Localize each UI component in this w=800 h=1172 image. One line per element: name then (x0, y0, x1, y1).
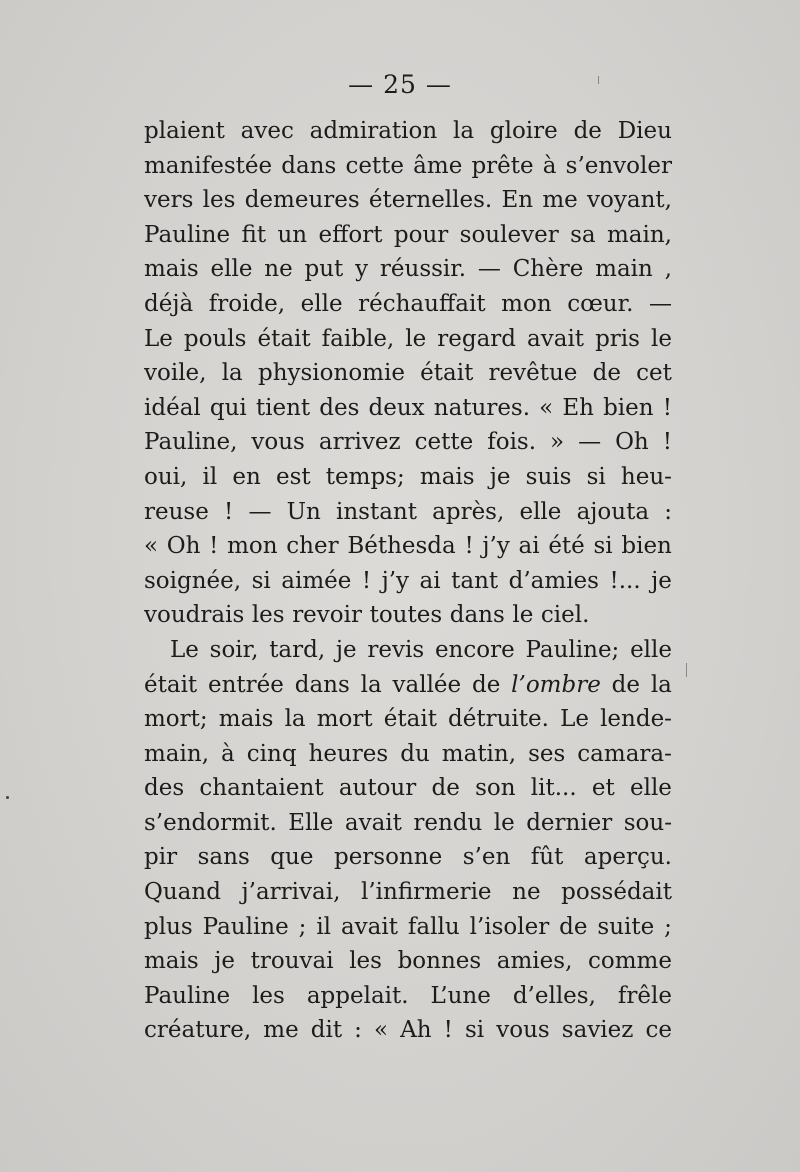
word: Ah (400, 1017, 432, 1044)
word: fois. (487, 429, 537, 456)
word: cœur. (567, 290, 634, 317)
word: avait (344, 809, 402, 836)
word: lende- (600, 706, 672, 733)
word: admiration (309, 118, 438, 144)
text-line (144, 460, 672, 495)
word: Pauline (144, 221, 231, 248)
word: vous (251, 429, 305, 456)
word: d’elles, (512, 982, 596, 1009)
word: appelait. (306, 982, 409, 1009)
word: les (252, 982, 285, 1009)
word: ses (528, 740, 566, 767)
word: la (453, 118, 475, 144)
word: l’infirmerie (360, 879, 492, 906)
page-number: — 25 — (348, 70, 452, 99)
word: deux (368, 394, 425, 421)
word: après, (432, 498, 505, 525)
word: !... (609, 567, 641, 594)
word: : (354, 1017, 362, 1044)
word: le (650, 325, 672, 352)
word: cette (414, 429, 474, 456)
word: me (263, 1017, 299, 1044)
text-line (144, 702, 672, 737)
word: avait (340, 913, 398, 940)
word: dans (294, 671, 350, 698)
word: il (202, 463, 218, 490)
word: s’en (462, 844, 511, 871)
word: « (374, 1017, 389, 1044)
word: de (471, 671, 501, 698)
text-line (144, 322, 672, 357)
word: toutes (369, 602, 443, 629)
word: mais (144, 256, 199, 283)
word: ! (662, 394, 672, 421)
word: Le (144, 325, 173, 352)
word: — (477, 256, 501, 283)
word: déjà (144, 290, 194, 317)
word: matin, (441, 740, 517, 767)
word: fût (530, 844, 564, 871)
scan-mark (686, 663, 687, 677)
word: demeures (244, 187, 360, 214)
word: je (214, 948, 236, 975)
word: cher (286, 533, 339, 560)
word: sa (570, 221, 596, 248)
word: sou- (623, 809, 672, 836)
word: ! (224, 498, 234, 525)
word: bien (603, 394, 654, 421)
word: ! (464, 533, 474, 560)
word: l’isoler (469, 913, 550, 940)
text-line (144, 356, 672, 391)
word: de (573, 118, 602, 144)
word: de (559, 913, 588, 940)
word: éternelles. (368, 187, 493, 214)
word: Chère (512, 256, 584, 283)
word: Quand (144, 879, 221, 906)
word: rendu (413, 809, 483, 836)
word: ! (209, 533, 219, 560)
word: tard, (269, 636, 326, 663)
word: j’y (381, 567, 410, 594)
word: était (144, 671, 198, 698)
word: je (651, 567, 672, 594)
word: heu- (620, 463, 672, 490)
word: main (595, 256, 653, 283)
word: dernier (526, 809, 613, 836)
text-line (144, 114, 672, 149)
text-line (144, 944, 672, 979)
word: s’envoler (565, 152, 672, 179)
word: vallée (392, 671, 462, 698)
word: temps; (325, 463, 405, 490)
word: regard (437, 325, 517, 352)
word: encore (434, 636, 515, 663)
word: les (251, 602, 285, 629)
word: si (593, 533, 613, 560)
word: L’une (430, 982, 491, 1009)
word: Oh (166, 533, 201, 560)
word: aperçu. (583, 844, 672, 871)
word: soir, (209, 636, 259, 663)
word: dit (310, 1017, 343, 1044)
word: Pauline (202, 913, 289, 940)
word: idéal (144, 394, 201, 421)
word: son (475, 775, 516, 802)
word: physionomie (257, 360, 405, 387)
word: à (221, 740, 235, 767)
word: » (550, 429, 565, 456)
word: ciel. (540, 602, 590, 629)
word: ; (298, 913, 307, 940)
word: la (360, 671, 382, 698)
word: si (251, 567, 271, 594)
italic-word: l’ombre (511, 671, 601, 698)
word: elle (629, 775, 672, 802)
text-line (144, 979, 672, 1014)
word: me (542, 187, 578, 214)
word: — (578, 429, 602, 456)
word: voudrais (144, 602, 245, 629)
word: en (232, 463, 261, 490)
word: voile, (144, 360, 207, 387)
word: ! (443, 1017, 453, 1044)
word: détruite. (448, 706, 549, 733)
word: mort (316, 706, 373, 733)
word: est (275, 463, 311, 490)
word: tant (451, 567, 499, 594)
word: âme (413, 152, 463, 179)
word: du (400, 740, 430, 767)
word: personne (333, 844, 443, 871)
scan-speck (6, 796, 9, 799)
word: heures (308, 740, 389, 767)
text-line (144, 287, 672, 322)
word: un (277, 221, 308, 248)
word: fit (241, 221, 267, 248)
text-line (144, 633, 672, 668)
word: mais (218, 706, 274, 733)
word: natures. (433, 394, 531, 421)
word: sans (197, 844, 250, 871)
text-line (144, 598, 672, 633)
word: revoir (292, 602, 362, 629)
word: plus (144, 913, 193, 940)
word: la (284, 706, 306, 733)
text-line (144, 149, 672, 184)
word: ne (264, 256, 293, 283)
word: chantaient (199, 775, 324, 802)
word: pour (393, 221, 449, 248)
word: de (592, 360, 621, 387)
word: En (501, 187, 534, 214)
word: les (202, 187, 236, 214)
word: des (319, 394, 360, 421)
word: y (355, 256, 369, 283)
word: la (650, 671, 672, 698)
text-line (144, 564, 672, 599)
word: ne (512, 879, 541, 906)
text-line (144, 668, 672, 703)
word: il (316, 913, 332, 940)
word: d’amies (508, 567, 599, 594)
word: mais (419, 463, 475, 490)
word: vers (144, 187, 194, 214)
word: reuse (144, 498, 209, 525)
word: les (349, 948, 382, 975)
word: trouvai (250, 948, 334, 975)
word: « (539, 394, 554, 421)
word: ce (645, 1017, 672, 1044)
word: elle (300, 290, 343, 317)
word: effort (318, 221, 383, 248)
word: revêtue (488, 360, 578, 387)
word: : (664, 498, 672, 525)
word: lit... (530, 775, 577, 802)
word: j’y (482, 533, 510, 560)
word: réchauffait (358, 290, 486, 317)
word: Pauline; (525, 636, 620, 663)
word: soulever (459, 221, 559, 248)
word: main, (144, 740, 210, 767)
word: amies, (496, 948, 573, 975)
word: manifestée (144, 152, 273, 179)
word: Le (560, 706, 589, 733)
body-text (144, 114, 672, 1048)
word: avait (527, 325, 585, 352)
word: saviez (561, 1017, 634, 1044)
word: de (611, 671, 640, 698)
text-line (144, 218, 672, 253)
text-line (144, 737, 672, 772)
word: elle (519, 498, 562, 525)
word: était (383, 706, 437, 733)
word: cet (636, 360, 672, 387)
word: tient (255, 394, 311, 421)
word: ai (419, 567, 441, 594)
word: plaient (144, 118, 225, 144)
word: mon (227, 533, 278, 560)
word: ajouta (576, 498, 650, 525)
word: Dieu (617, 118, 672, 144)
word: mais (144, 948, 199, 975)
word: Eh (562, 394, 594, 421)
word: le (493, 809, 515, 836)
word: Un (286, 498, 321, 525)
word: elle (630, 636, 672, 663)
text-line (144, 183, 672, 218)
word: j’arrivai, (241, 879, 341, 906)
word: réussir. (379, 256, 467, 283)
word: la (221, 360, 243, 387)
word: pouls (183, 325, 247, 352)
word: ai (518, 533, 540, 560)
text-line (144, 495, 672, 530)
word: ; (664, 913, 672, 940)
word: frêle (617, 982, 672, 1009)
word: que (270, 844, 314, 871)
word: put (304, 256, 344, 283)
word: voyant, (587, 187, 672, 214)
text-line (144, 840, 672, 875)
word: Pauline, (144, 429, 238, 456)
word: était (420, 360, 474, 387)
word: , (664, 256, 672, 283)
word: camara- (577, 740, 672, 767)
word: créature, (144, 1017, 252, 1044)
word: si (586, 463, 606, 490)
word: main, (606, 221, 672, 248)
word: si (465, 1017, 485, 1044)
word: et (591, 775, 615, 802)
word: possédait (561, 879, 672, 906)
word: froide, (208, 290, 286, 317)
word: vous (496, 1017, 550, 1044)
word: faible, (321, 325, 395, 352)
text-line (144, 529, 672, 564)
word: bien (621, 533, 672, 560)
word: dans (281, 152, 337, 179)
word: pir (144, 844, 178, 871)
word: qui (209, 394, 247, 421)
text-line (144, 391, 672, 426)
word: dans (449, 602, 505, 629)
word: suis (525, 463, 572, 490)
word: à (542, 152, 557, 179)
word: je (489, 463, 511, 490)
word: cette (345, 152, 405, 179)
word: ! (361, 567, 372, 594)
word: Elle (288, 809, 334, 836)
word: de (431, 775, 460, 802)
word: bonnes (397, 948, 482, 975)
word: je (335, 636, 357, 663)
word: Le (170, 636, 199, 663)
word: prête (471, 152, 534, 179)
word: revis (367, 636, 425, 663)
word: avec (240, 118, 294, 144)
text-line (144, 425, 672, 460)
word: autour (338, 775, 417, 802)
word: des (144, 775, 185, 802)
text-line (144, 252, 672, 287)
text-line (144, 771, 672, 806)
word: arrivez (318, 429, 401, 456)
word: suite (597, 913, 655, 940)
word: pris (595, 325, 640, 352)
word: cinq (246, 740, 297, 767)
word: était (257, 325, 311, 352)
text-line (144, 1013, 672, 1048)
text-line (144, 910, 672, 945)
word: soignée, (144, 567, 242, 594)
word: Pauline (144, 982, 231, 1009)
word: mon (501, 290, 552, 317)
word: le (512, 602, 534, 629)
word: mort; (144, 706, 208, 733)
word: le (405, 325, 427, 352)
word: ! (662, 429, 672, 456)
word: entrée (208, 671, 284, 698)
word: instant (335, 498, 417, 525)
word: s’endormit. (144, 809, 277, 836)
word: — (648, 290, 672, 317)
word: elle (210, 256, 253, 283)
word: Oh (615, 429, 649, 456)
scan-mark (598, 76, 599, 84)
word: gloire (489, 118, 558, 144)
text-line (144, 875, 672, 910)
word: — (248, 498, 272, 525)
word: « (144, 533, 159, 560)
word: fallu (407, 913, 460, 940)
text-line (144, 806, 672, 841)
word: comme (587, 948, 672, 975)
word: été (548, 533, 585, 560)
word: aimée (281, 567, 352, 594)
word: oui, (144, 463, 188, 490)
word: Béthesda (347, 533, 456, 560)
